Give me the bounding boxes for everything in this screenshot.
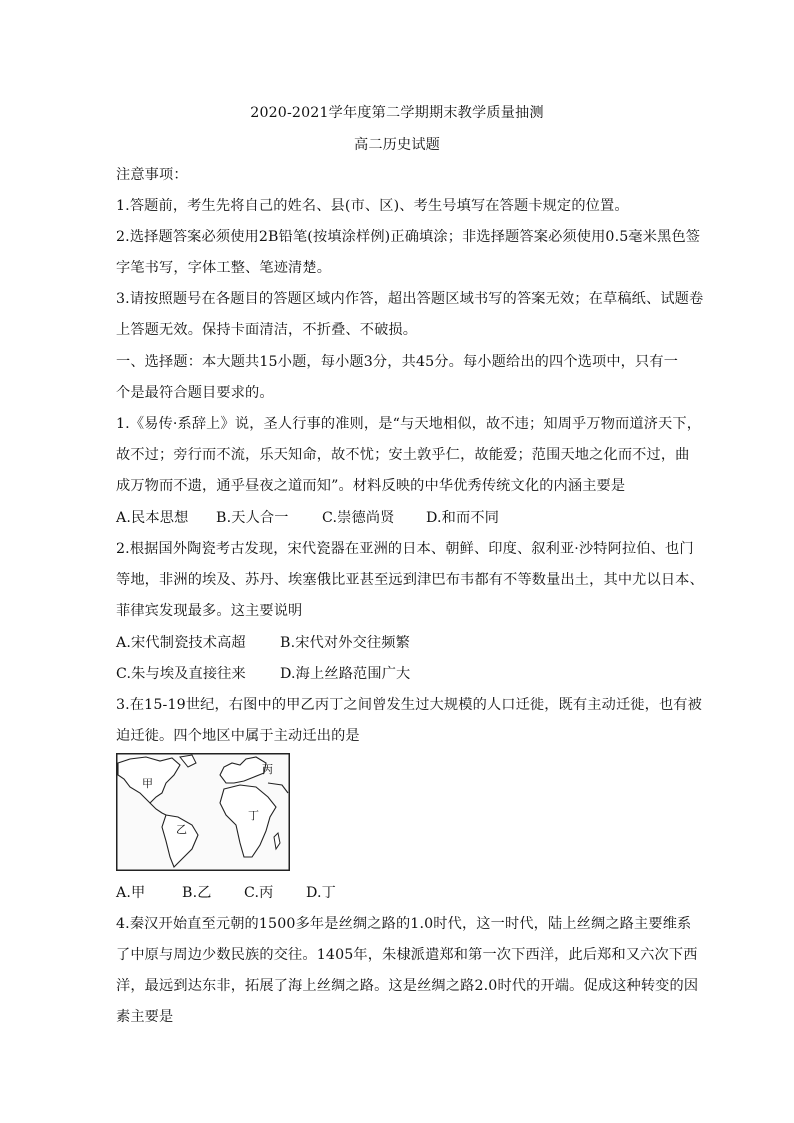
map-label-bing: 丙 bbox=[262, 763, 273, 776]
option-c[interactable]: C.朱与埃及直接往来 bbox=[116, 666, 246, 682]
question-4-text: 了中原与周边少数民族的交往。1405年，朱棣派遣郑和第一次下西洋，此后郑和又六次下西 bbox=[116, 947, 698, 963]
option-d[interactable]: D.丁 bbox=[306, 885, 337, 901]
notice-item: 3.请按照题号在各题目的答题区域内作答，超出答题区域书写的答案无效；在草稿纸、试题卷 bbox=[116, 291, 704, 307]
section-heading: 一、选择题：本大题共15小题，每小题3分，共45分。每小题给出的四个选项中，只有一 bbox=[116, 354, 679, 370]
option-b[interactable]: B.乙 bbox=[182, 885, 212, 901]
question-4-text: 洋，最远到达东非，拓展了海上丝绸之路。这是丝绸之路2.0时代的开端。促成这种转变的因 bbox=[116, 978, 699, 994]
question-1-text: 故不过；旁行而不流，乐天知命，故不忧；安土敦乎仁，故能爱；范围天地之化而不过，曲 bbox=[116, 447, 690, 463]
option-a[interactable]: A.宋代制瓷技术高超 bbox=[116, 635, 246, 651]
question-2-options-row1 bbox=[116, 633, 410, 653]
world-map-figure bbox=[116, 753, 290, 871]
question-2-text: 菲律宾发现最多。这主要说明 bbox=[116, 603, 303, 619]
map-label-jia: 甲 bbox=[142, 777, 153, 790]
exam-title: 2020-2021学年度第二学期期末教学质量抽测 bbox=[250, 105, 544, 121]
question-1-text: 1.《易传·系辞上》说，圣人行事的准则，是“与天地相似，故不违；知周乎万物而道济天下， bbox=[116, 416, 702, 432]
question-2-text: 等地，非洲的埃及、苏丹、埃塞俄比亚甚至远到津巴布韦都有不等数量出土，其中尤以日本、 bbox=[116, 572, 704, 588]
question-4-text: 4.秦汉开始直至元朝的1500多年是丝绸之路的1.0时代，这一时代，陆上丝绸之路主要维系 bbox=[116, 916, 692, 932]
option-c[interactable]: C.丙 bbox=[244, 885, 274, 901]
notice-item: 1.答题前，考生先将自己的姓名、县(市、区)、考生号填写在答题卡规定的位置。 bbox=[116, 198, 629, 214]
exam-subtitle: 高二历史试题 bbox=[353, 137, 441, 153]
question-2-options-row2 bbox=[116, 664, 410, 684]
question-4-text: 素主要是 bbox=[116, 1009, 174, 1025]
option-b[interactable]: B.天人合一 bbox=[216, 510, 289, 526]
notice-item: 字笔书写，字体工整、笔迹清楚。 bbox=[116, 260, 332, 276]
map-label-ding: 丁 bbox=[248, 809, 259, 822]
notice-heading: 注意事项： bbox=[116, 167, 188, 183]
option-b[interactable]: B.宋代对外交往频繁 bbox=[280, 635, 410, 651]
section-heading-cont: 个是最符合题目要求的。 bbox=[116, 385, 274, 401]
question-3-options bbox=[116, 883, 336, 903]
question-3-text: 3.在15-19世纪，右图中的甲乙丙丁之间曾发生过大规模的人口迁徙，既有主动迁徙，也有被 bbox=[116, 697, 702, 713]
option-d[interactable]: D.和而不同 bbox=[426, 510, 500, 526]
question-3-text: 迫迁徙。四个地区中属于主动迁出的是 bbox=[116, 728, 360, 744]
map-label-yi: 乙 bbox=[176, 823, 187, 836]
question-2-text: 2.根据国外陶瓷考古发现，宋代瓷器在亚洲的日本、朝鲜、印度、叙利亚·沙特阿拉伯、也门 bbox=[116, 541, 694, 557]
notice-item: 2.选择题答案必须使用2B铅笔(按填涂样例)正确填涂；非选择题答案必须使用0.5毫米黑色签 bbox=[116, 229, 701, 245]
option-a[interactable]: A.甲 bbox=[116, 885, 146, 901]
notice-item: 上答题无效。保持卡面清洁，不折叠、不破损。 bbox=[116, 322, 418, 338]
option-c[interactable]: C.崇德尚贤 bbox=[322, 510, 395, 526]
question-1-text: 成万物而不遗，通乎昼夜之道而知”。材料反映的中华优秀传统文化的内涵主要是 bbox=[116, 478, 626, 494]
question-1-options bbox=[116, 508, 499, 528]
option-a[interactable]: A.民本思想 bbox=[116, 510, 189, 526]
option-d[interactable]: D.海上丝路范围广大 bbox=[280, 666, 411, 682]
